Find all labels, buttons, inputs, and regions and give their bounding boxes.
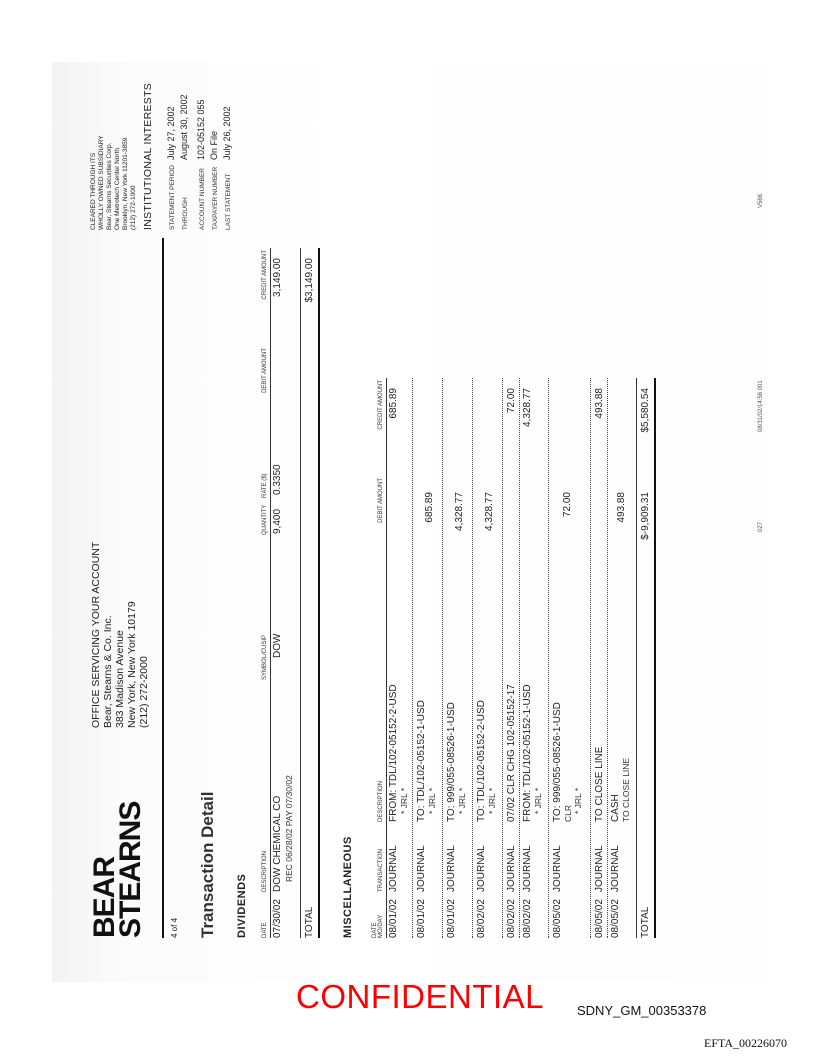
div-total-rule-bottom xyxy=(318,248,320,938)
misc-header-date-line1: DATE xyxy=(372,922,378,938)
misc-row-2-date: 08/01/02 xyxy=(416,899,427,938)
misc-header-date-line2: MO/DAY xyxy=(378,914,384,938)
misc-row-6-subline: * JRL * xyxy=(533,787,543,814)
misc-row-3-date: 08/01/02 xyxy=(446,899,457,938)
misc-row-4-subline: * JRL * xyxy=(487,787,497,814)
through-value: August 30, 2002 xyxy=(179,94,189,160)
div-row-date: 07/30/02 xyxy=(272,899,283,938)
misc-row-2-subline: * JRL * xyxy=(427,787,437,814)
misc-row-8-transaction: JOURNAL xyxy=(594,845,605,892)
account-number-label: ACCOUNT NUMBER xyxy=(199,168,206,230)
taxpayer-number-value: On File xyxy=(209,130,219,160)
misc-row-2-description: TO: TDL/102-05152-1-USD xyxy=(416,700,427,822)
misc-row-5-divider xyxy=(519,378,520,938)
misc-row-5-credit: 72.00 xyxy=(506,388,517,414)
misc-row-1-description: FROM: TDL/102-05152-2-USD xyxy=(388,684,399,822)
div-header-rule xyxy=(270,248,271,938)
rotated-statement-page xyxy=(82,82,782,938)
misc-row-6-transaction: JOURNAL xyxy=(522,845,533,892)
clearing-line-4: One Metrotech Center North xyxy=(114,147,121,230)
misc-row-1-credit: 685.89 xyxy=(388,388,399,419)
footer-code-1: 027 xyxy=(758,521,764,532)
misc-total-credit: $5,580.54 xyxy=(640,388,651,433)
misc-row-7-subline-2: * JRL * xyxy=(573,787,583,814)
misc-row-4-description: TO: TDL/102-05152-2-USD xyxy=(476,700,487,822)
misc-row-3-description: TO: 999/055-08526-1-USD xyxy=(446,702,457,822)
clearing-block xyxy=(90,135,138,230)
misc-row-1-date: 08/01/02 xyxy=(388,899,399,938)
misc-row-6-date: 08/02/02 xyxy=(522,899,533,938)
misc-row-5-transaction: JOURNAL xyxy=(506,845,517,892)
misc-row-4-debit: 4,328.77 xyxy=(484,492,495,531)
through-label: THROUGH xyxy=(182,197,189,230)
misc-row-7-divider xyxy=(590,378,591,938)
div-header-description: DESCRIPTION xyxy=(262,850,268,892)
misc-row-8-credit: 493.88 xyxy=(594,388,605,419)
misc-header-credit: CREDIT AMOUNT xyxy=(378,380,384,430)
div-row-rate: 0.3350 xyxy=(272,464,283,495)
misc-row-4-divider xyxy=(502,378,503,938)
misc-row-7-date: 08/05/02 xyxy=(552,899,563,938)
div-header-symbol: SYMBOL/CUSIP xyxy=(262,634,268,680)
account-name: INSTITUTIONAL INTERESTS xyxy=(142,82,154,230)
div-row-quantity: 9,400 xyxy=(272,508,283,534)
misc-row-9-subline: TO CLOSE LINE xyxy=(621,757,631,822)
office-address-1: 383 Madison Avenue xyxy=(114,630,126,728)
misc-row-9-date: 08/05/02 xyxy=(610,899,621,938)
div-row-subline: REC 06/28/02 PAY 07/30/02 xyxy=(284,775,294,882)
misc-row-6-credit: 4,328.77 xyxy=(522,388,533,427)
misc-row-2-divider xyxy=(442,378,443,938)
office-address-block xyxy=(90,542,150,728)
misc-row-7-debit: 72.00 xyxy=(562,492,573,518)
misc-row-5-date: 08/02/02 xyxy=(506,899,517,938)
misc-header-debit: DEBIT AMOUNT xyxy=(378,478,384,523)
misc-row-9-description: CASH xyxy=(610,794,621,822)
misc-header-description: DESCRIPTION xyxy=(378,780,384,822)
taxpayer-number-label: TAXPAYER NUMBER xyxy=(212,166,219,230)
misc-row-5-description: 07/02 CLR CHG 102-05152-17 xyxy=(506,684,517,822)
account-number-value: 102-05152 055 xyxy=(196,99,206,160)
div-row-description: DOW CHEMICAL CO xyxy=(272,795,283,892)
misc-row-1-divider xyxy=(412,378,413,938)
misc-row-9-transaction: JOURNAL xyxy=(610,845,621,892)
misc-row-3-transaction: JOURNAL xyxy=(446,845,457,892)
misc-row-1-subline: * JRL * xyxy=(399,787,409,814)
bates-number: SDNY_GM_00353378 xyxy=(577,1003,707,1018)
dividends-heading: DIVIDENDS xyxy=(236,873,248,938)
div-row-credit: 3,149.00 xyxy=(272,258,283,297)
logo-line-1: BEAR xyxy=(88,856,121,938)
office-title: OFFICE SERVICING YOUR ACCOUNT xyxy=(90,541,102,728)
misc-row-3-debit: 4,328.77 xyxy=(454,492,465,531)
misc-total-rule-top xyxy=(636,378,637,938)
misc-row-2-debit: 685.89 xyxy=(424,492,435,523)
misc-total-label: TOTAL xyxy=(640,906,651,938)
div-header-quantity: QUANTITY xyxy=(262,504,268,535)
footer-code-3: V566 xyxy=(758,193,764,208)
div-header-debit: DEBIT AMOUNT xyxy=(262,348,268,393)
clearing-line-2: WHOLLY OWNED SUBSIDIARY xyxy=(98,135,105,230)
misc-row-8-date: 08/05/02 xyxy=(594,899,605,938)
misc-total-rule-bottom xyxy=(654,378,656,938)
misc-row-7-subline: CLR xyxy=(563,804,573,822)
last-statement-label: LAST STATEMENT xyxy=(225,173,232,230)
misc-row-7-description: TO: 999/055-08526-1-USD xyxy=(552,702,563,822)
statement-info xyxy=(166,94,235,230)
misc-header-rule xyxy=(386,378,387,938)
div-header-credit: CREDIT AMOUNT xyxy=(262,250,268,300)
footer-code-2: 08/31/02/14:56 001 xyxy=(758,380,764,432)
office-name: Bear, Stearns & Co. Inc. xyxy=(102,615,114,728)
misc-header-transaction: TRANSACTION xyxy=(378,848,384,892)
misc-row-8-divider xyxy=(607,378,608,938)
misc-row-6-divider xyxy=(548,378,549,938)
misc-row-8-description: TO CLOSE LINE xyxy=(594,746,605,822)
last-statement-value: July 26, 2002 xyxy=(222,106,232,160)
header-rule xyxy=(162,238,164,938)
page-title: Transaction Detail xyxy=(198,791,217,938)
misc-row-4-transaction: JOURNAL xyxy=(476,845,487,892)
misc-header-date xyxy=(372,915,384,938)
page-of: 4 of 4 xyxy=(170,917,179,938)
misc-row-2-transaction: JOURNAL xyxy=(416,845,427,892)
efta-number: EFTA_00226070 xyxy=(704,1036,788,1050)
div-header-date: DATE xyxy=(262,922,268,938)
div-total-credit: $3,149.00 xyxy=(304,258,315,303)
misc-row-4-date: 08/02/02 xyxy=(476,899,487,938)
div-total-label: TOTAL xyxy=(304,906,315,938)
misc-row-1-transaction: JOURNAL xyxy=(388,845,399,892)
clearing-line-3: Bear, Stearns Securities Corp. xyxy=(106,142,113,230)
misc-row-9-debit: 493.88 xyxy=(616,492,627,523)
confidential-stamp: CONFIDENTIAL xyxy=(296,978,545,1015)
bear-stearns-logo xyxy=(88,801,147,938)
misc-row-3-divider xyxy=(472,378,473,938)
misc-row-3-subline: * JRL * xyxy=(457,787,467,814)
misc-heading: MISCELLANEOUS xyxy=(342,836,354,938)
office-address-2: New York, New York 10179 xyxy=(126,601,138,728)
statement-period-label: STATEMENT PERIOD xyxy=(169,164,176,230)
div-row-symbol: DOW xyxy=(272,633,283,658)
div-header-rate: RATE ($) xyxy=(262,473,268,498)
clearing-line-5: Brooklyn, New York 11201-3859 xyxy=(122,137,129,230)
clearing-line-1: CLEARED THROUGH ITS xyxy=(90,152,97,230)
logo-line-2: STEARNS xyxy=(114,801,147,938)
misc-row-6-description: FROM: TDL/102-05152-1-USD xyxy=(522,684,533,822)
misc-row-7-transaction: JOURNAL xyxy=(552,845,563,892)
office-phone: (212) 272-2000 xyxy=(138,656,150,728)
clearing-line-6: (212) 272-1000 xyxy=(130,185,137,230)
statement-period-value: July 27, 2002 xyxy=(166,106,176,160)
misc-total-debit: $-9,909.31 xyxy=(640,492,651,540)
div-total-rule-top xyxy=(300,248,301,938)
